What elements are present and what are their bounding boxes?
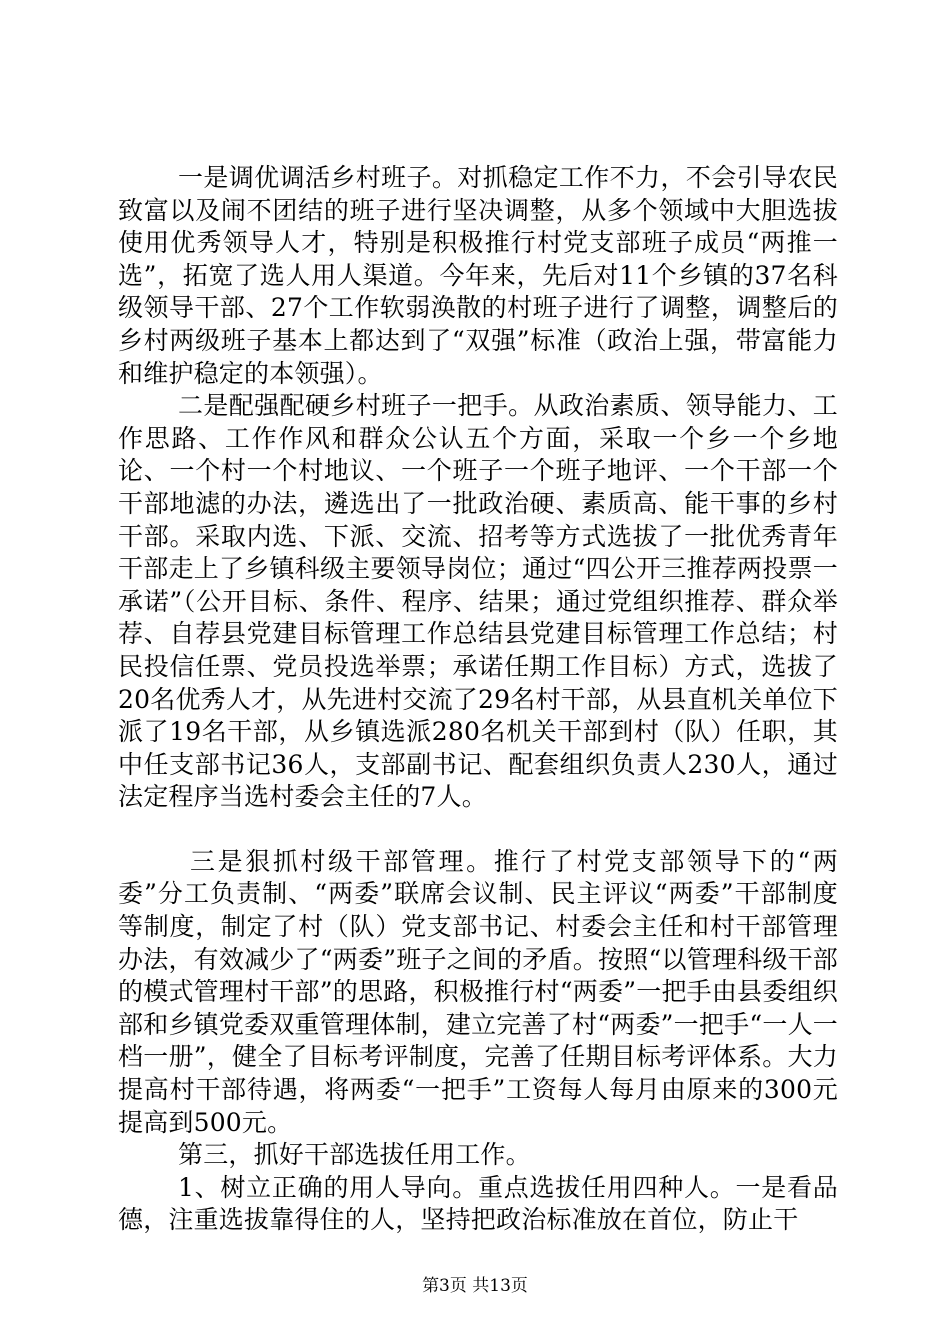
paragraph-section-heading-cadre-selection: 第三，抓好干部选拔任用工作。: [178, 1140, 531, 1170]
paragraph-village-cadre-management: 三是狠抓村级干部管理。推行了村党支部领导下的“两委”分工负责制、“两委”联席会议制、民主评议“两委”干部制度等制度，制定了村（队）党支部书记、村委会主任和村干部管理办法，有效减少了“两委”班子之间的矛盾。按照“以管理科级干部的模式管理村干部”的思路，积极推行村“两委”一把手由县委组织部和乡镇党委双重管理体制，建立完善了村“两委”一把手“一人一档一册”，健全了目标考评制度，完善了任期目标考评体系。大力提高村干部待遇，将两委“一把手”工资每人每月由原来的300元提高到500元。: [118, 846, 838, 1137]
paragraph-strengthen-team-leaders: 二是配强配硬乡村班子一把手。从政治素质、领导能力、工作思路、工作作风和群众公认五个方面，采取一个乡一个乡地论、一个村一个村地议、一个班子一个班子地评、一个干部一个干部地滤的办法，遴选出了一批政治硬、素质高、能干事的乡村干部。采取内选、下派、交流、招考等方式选拔了一批优秀青年干部走上了乡镇科级主要领导岗位；通过“四公开三推荐两投票一承诺”（公开目标、条件、程序、结果；通过党组织推荐、群众举荐、自荐县党建目标管理工作总结县党建目标管理工作总结；村民投信任票、党员投选举票；承诺任期工作目标）方式，选拔了20名优秀人才，从先进村交流了29名村干部，从县直机关单位下派了19名干部，从乡镇选派280名机关干部到村（队）任职，其中任支部书记36人，支部副书记、配套组织负责人230人，通过法定程序当选村委会主任的7人。: [118, 391, 838, 812]
paragraph-adjust-village-teams: 一是调优调活乡村班子。对抓稳定工作不力，不会引导农民致富以及闹不团结的班子进行坚决调整，从多个领域中大胆选拔使用优秀领导人才，特别是积极推行村党支部班子成员“两推一选”，拓宽了选人用人渠道。今年来，先后对11个乡镇的37名科级领导干部、27个工作软弱涣散的村班子进行了调整，调整后的乡村两级班子基本上都达到了“双强”标准（政治上强，带富能力和维护稳定的本领强）。: [118, 163, 838, 388]
document-body: [118, 162, 838, 1237]
paragraph-employment-orientation: 1、树立正确的用人导向。重点选拔任用四种人。一是看品德，注重选拔靠得住的人，坚持把政治标准放在首位，防止干: [118, 1172, 838, 1235]
page-footer: 第3页 共13页: [422, 1276, 528, 1296]
